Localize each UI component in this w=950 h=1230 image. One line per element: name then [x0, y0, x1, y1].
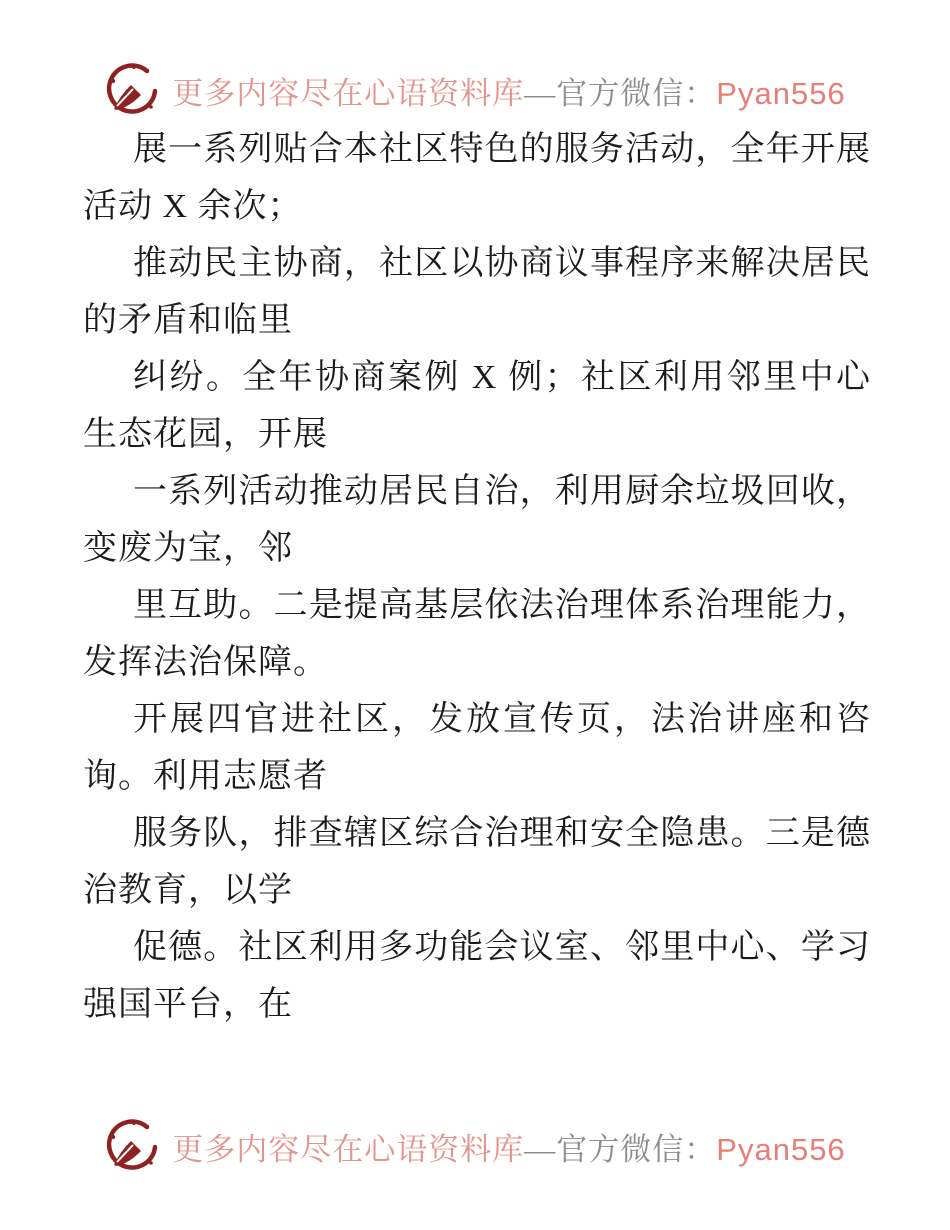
watermark-wechat-id: Pyan556 — [716, 75, 846, 111]
paragraph-2: 推动民主协商，社区以协商议事程序来解决居民的矛盾和临里 — [83, 245, 871, 339]
document-body — [83, 121, 871, 1033]
watermark-brand-text: 更多内容尽在心语资料库 — [172, 1131, 525, 1167]
watermark-text — [172, 1124, 845, 1169]
watermark-wechat-label: —官方微信： — [524, 75, 717, 111]
watermark-brand-text: 更多内容尽在心语资料库 — [172, 75, 525, 111]
paragraph-3: 纠纷。全年协商案例 X 例；社区利用邻里中心生态花园，开展 — [83, 359, 871, 453]
paragraph-6: 开展四官进社区，发放宣传页，法治讲座和咨询。利用志愿者 — [83, 701, 871, 795]
header-watermark — [0, 62, 950, 118]
watermark-text — [172, 68, 845, 113]
paragraph-7: 服务队，排查辖区综合治理和安全隐患。三是德治教育，以学 — [83, 815, 871, 909]
pen-nib-logo-icon — [104, 1118, 160, 1174]
paragraph-1: 展一系列贴合本社区特色的服务活动，全年开展活动 X 余次； — [83, 131, 871, 225]
footer-watermark — [0, 1118, 950, 1174]
paragraph-5: 里互助。二是提高基层依法治理体系治理能力，发挥法治保障。 — [83, 587, 871, 681]
paragraph-8: 促德。社区利用多功能会议室、邻里中心、学习强国平台，在 — [83, 929, 871, 1023]
pen-nib-logo-icon — [104, 62, 160, 118]
watermark-wechat-id: Pyan556 — [716, 1131, 846, 1167]
watermark-wechat-label: —官方微信： — [524, 1131, 717, 1167]
paragraph-4: 一系列活动推动居民自治，利用厨余垃圾回收，变废为宝，邻 — [83, 473, 871, 567]
